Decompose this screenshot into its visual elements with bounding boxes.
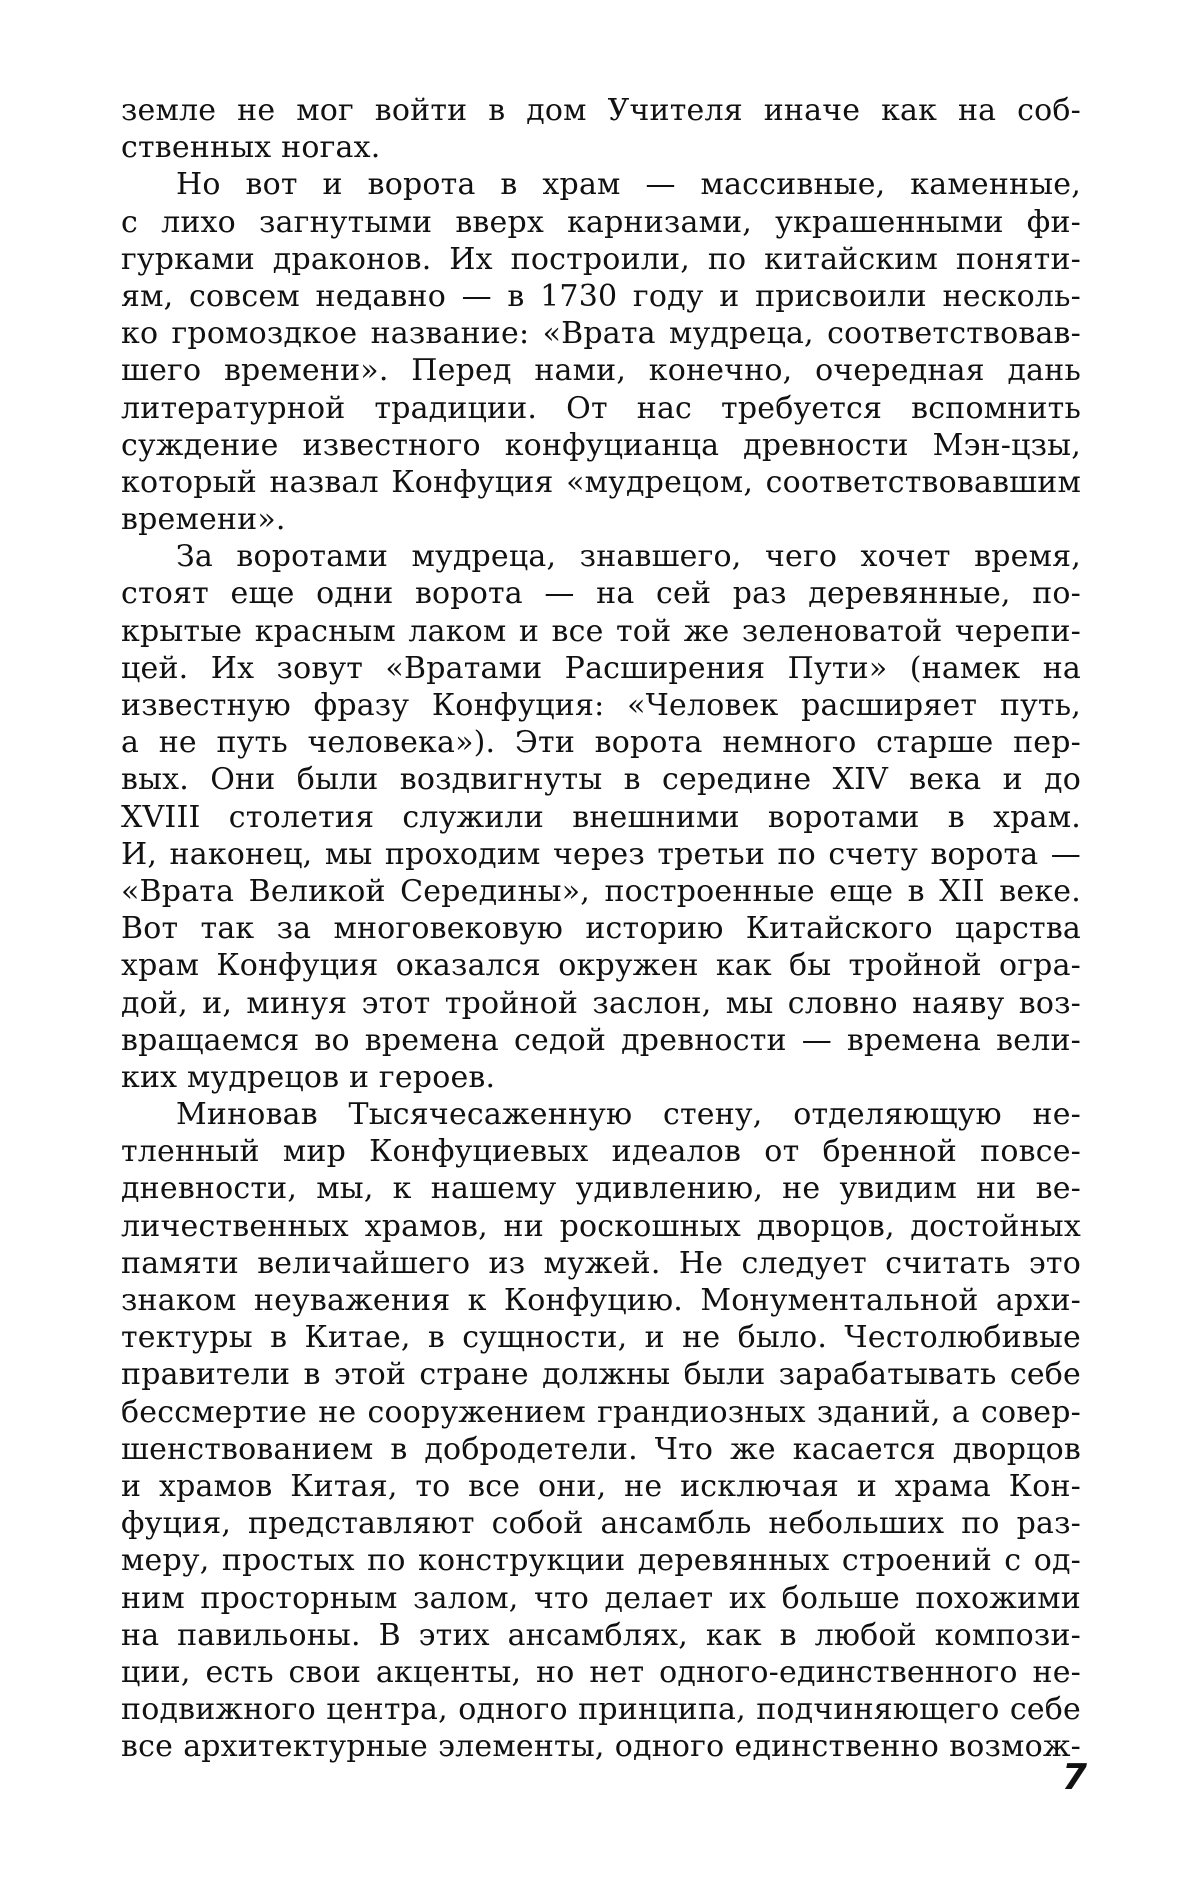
- text-line: и храмов Китая, то все они, не исключая и храма Кон-: [121, 1468, 1081, 1504]
- paragraph: [121, 92, 1081, 166]
- text-line: тектуры в Китае, в сущности, и не было. Честолюбивые: [121, 1320, 1081, 1356]
- text-line: Миновав Тысячесаженную стену, отделяющую не-: [176, 1097, 1081, 1133]
- text-line: памяти величайшего из мужей. Не следует считать это: [121, 1245, 1081, 1281]
- paragraph: [121, 1096, 1081, 1765]
- text-line: И, наконец, мы проходим через третьи по счету ворота —: [121, 836, 1081, 872]
- text-line: XVIII столетия служили внешними воротами в храм.: [121, 799, 1081, 835]
- text-line: Но вот и ворота в храм — массивные, каменные,: [176, 167, 1081, 203]
- text-line: цей. Их зовут «Вратами Расширения Пути» (намек на: [121, 650, 1081, 686]
- text-line: правители в этой стране должны были зарабатывать себе: [121, 1357, 1081, 1393]
- text-line: бессмертие не сооружением грандиозных зданий, а совер-: [121, 1394, 1081, 1430]
- text-line: личественных храмов, ни роскошных дворцов, достойных: [121, 1208, 1081, 1244]
- body-text: [121, 92, 1081, 1765]
- text-line: За воротами мудреца, знавшего, чего хочет время,: [176, 539, 1081, 575]
- text-line: литературной традиции. От нас требуется вспомнить: [121, 390, 1081, 426]
- text-line: который назвал Конфуция «мудрецом, соответствовавшим: [121, 464, 1081, 500]
- text-line: вых. Они были воздвигнуты в середине XIV века и до: [121, 762, 1081, 798]
- text-line: шего времени». Перед нами, конечно, очередная дань: [121, 353, 1081, 389]
- text-line: земле не мог войти в дом Учителя иначе как на соб-: [121, 93, 1081, 128]
- text-line: суждение известного конфуцианца древности Мэн-цзы,: [121, 427, 1081, 463]
- text-line: ко громоздкое название: «Врата мудреца, соответствовав-: [121, 316, 1081, 352]
- text-line: фуция, представляют собой ансамбль небольших по раз-: [121, 1506, 1081, 1542]
- text-line: на павильоны. В этих ансамблях, как в любой компози-: [121, 1617, 1081, 1653]
- paragraph: [121, 166, 1081, 538]
- text-line: вращаемся во времена седой древности — времена вели-: [121, 1022, 1081, 1058]
- text-line: ции, есть свои акценты, но нет одного-единственного не-: [121, 1654, 1081, 1690]
- text-line: времени».: [121, 502, 286, 538]
- text-line: стоят еще одни ворота — на сей раз деревянные, по-: [121, 576, 1081, 612]
- paragraph: [121, 538, 1081, 1096]
- text-line: известную фразу Конфуция: «Человек расширяет путь,: [121, 688, 1081, 723]
- text-line: ям, совсем недавно — в 1730 году и присвоили несколь-: [121, 278, 1081, 314]
- text-line: знаком неуважения к Конфуцию. Монументальной архи-: [121, 1283, 1081, 1318]
- text-line: ственных ногах.: [121, 130, 381, 166]
- text-line: Вот так за многовековую историю Китайского царства: [121, 911, 1081, 947]
- text-line: с лихо загнутыми вверх карнизами, украшенными фи-: [121, 204, 1081, 240]
- text-line: крытые красным лаком и все той же зеленоватой черепи-: [121, 613, 1081, 649]
- text-line: шенствованием в добродетели. Что же касается дворцов: [121, 1431, 1081, 1467]
- text-line: «Врата Великой Середины», построенные еще в XII веке.: [121, 873, 1081, 909]
- text-line: дой, и, минуя этот тройной заслон, мы словно наяву воз-: [121, 985, 1081, 1021]
- page-number: 7: [1062, 1757, 1088, 1798]
- text-line: гурками драконов. Их построили, по китайским поняти-: [121, 241, 1081, 277]
- text-line: ним просторным залом, что делает их больше похожими: [121, 1580, 1081, 1616]
- text-line: а не путь человека»). Эти ворота немного старше пер-: [121, 725, 1081, 761]
- text-line: подвижного центра, одного принципа, подчиняющего себе: [121, 1692, 1081, 1728]
- text-line: ких мудрецов и героев.: [121, 1059, 496, 1095]
- text-line: дневности, мы, к нашему удивлению, не увидим ни ве-: [121, 1171, 1081, 1207]
- text-line: тленный мир Конфуциевых идеалов от бренной повсе-: [121, 1134, 1081, 1170]
- text-line: храм Конфуция оказался окружен как бы тройной огра-: [121, 948, 1081, 984]
- text-line: меру, простых по конструкции деревянных строений с од-: [121, 1543, 1081, 1579]
- text-line: все архитектурные элементы, одного единственно возмож-: [121, 1729, 1081, 1765]
